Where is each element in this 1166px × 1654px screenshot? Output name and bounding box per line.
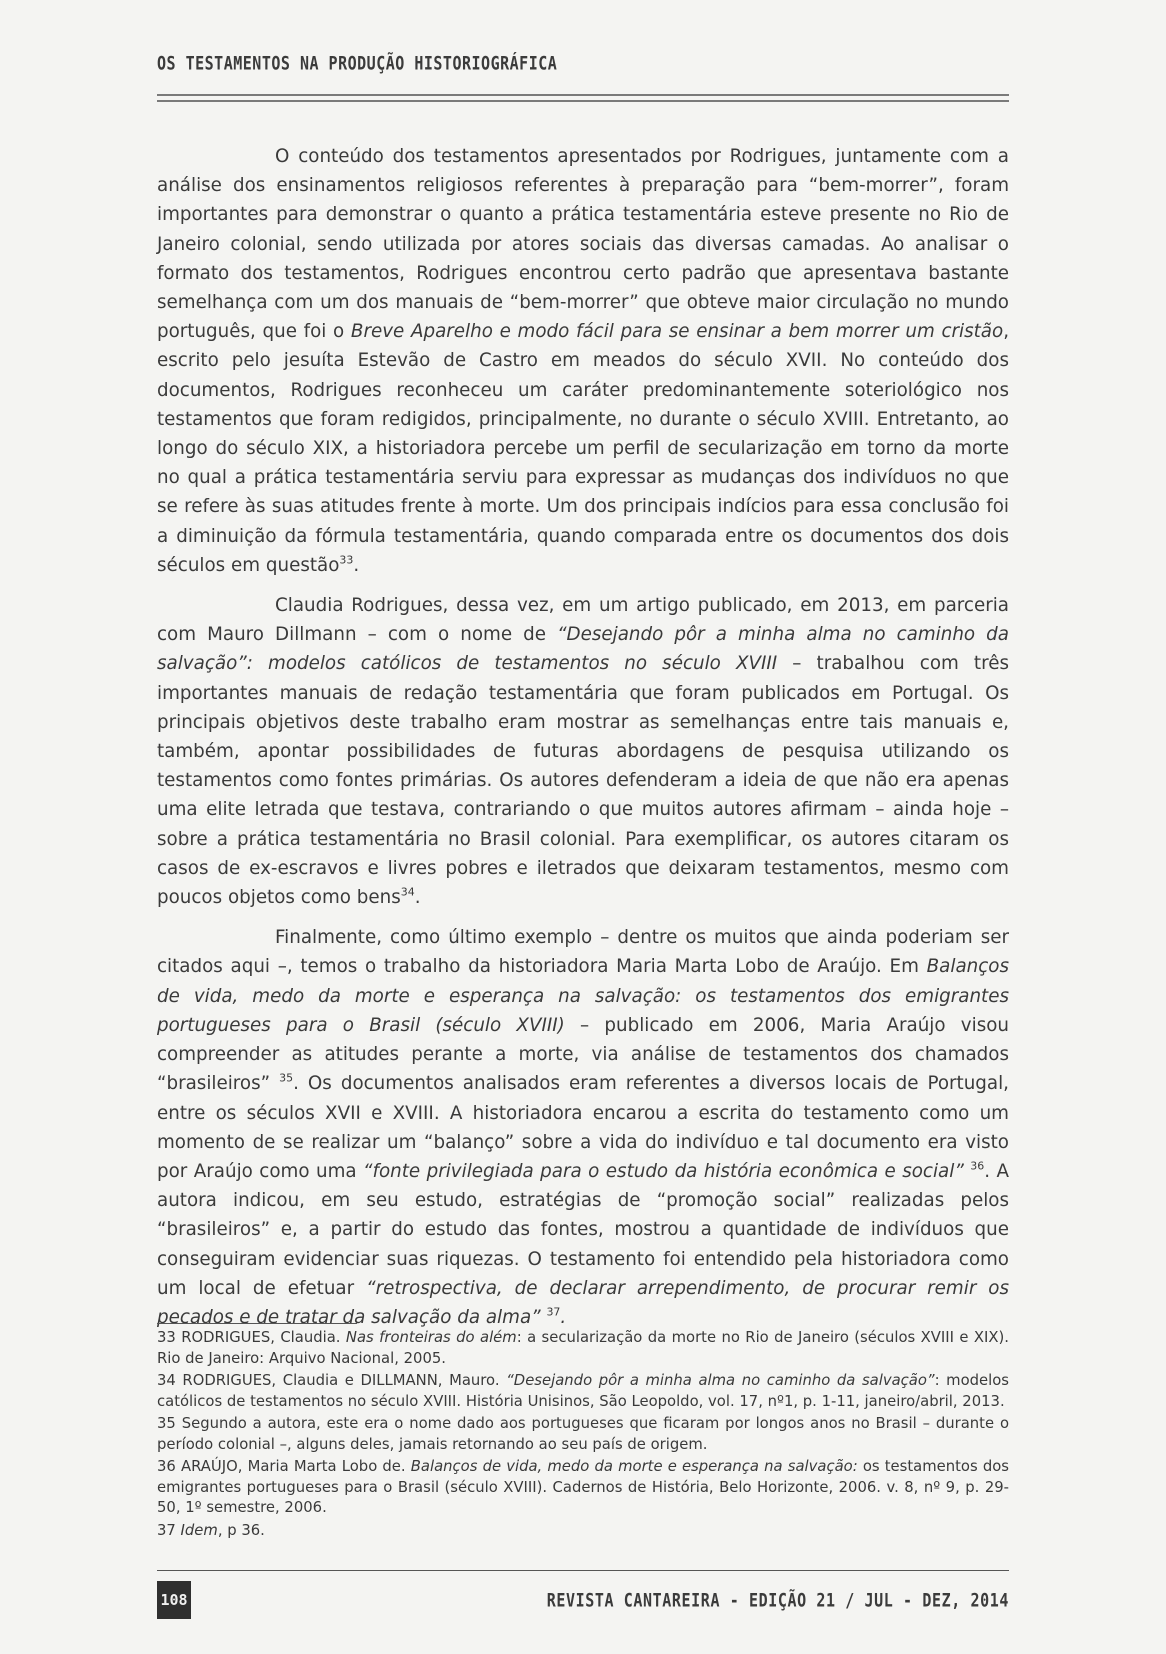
footnote-ref-34[interactable]: 34	[400, 885, 415, 899]
footnote-ref-35[interactable]: 35	[279, 1071, 294, 1085]
p3-text-g: . A autora indicou, em seu estudo, estratégias de “promoção social” realizadas pelos “brasileiros” e, a partir do estudo das fontes, mostrou a quantidade de indivíduos que conseguiram evidenciar suas riquezas. O testamento foi entendido pela historiadora como um local de efetuar	[157, 1160, 1010, 1299]
footnote-36	[157, 1457, 1009, 1519]
footnote-33	[157, 1328, 1009, 1369]
header-double-rule	[157, 94, 1009, 102]
p3-text-j: .	[560, 1306, 567, 1328]
p3-quote-1: “fonte privilegiada para o estudo da história econômica e social”	[363, 1160, 964, 1182]
p2-text-d: .	[414, 887, 421, 909]
footnote-separator	[157, 1323, 357, 1324]
p2-text-c: – trabalhou com três importantes manuais de redação testamentária que foram publicados em Portugal. Os principais objetivos deste trabalho eram mostrar as semelhanças entre tais manuais e, também, apontar possibilidades de futuras abordagens de pesquisa utilizando os testamentos como fontes primárias. Os autores defenderam a ideia de que não era apenas uma elite letrada que testava, contrariando o que muitos autores afirmam – ainda hoje – sobre a prática testamentária no Brasil colonial. Para exemplificar, os autores citaram os casos de ex-escravos e livres pobres e iletrados que deixaram testamentos, mesmo com poucos objetos como bens	[157, 653, 1009, 909]
fn37-idem: Idem	[180, 1521, 218, 1539]
footnote-34	[157, 1371, 1009, 1412]
footer-rule	[157, 1570, 1009, 1571]
p3-text-a: Finalmente, como último exemplo – dentre os muitos que ainda poderiam ser citados aqui –, temos o trabalho da historiadora Maria Marta Lobo de Araújo. Em	[157, 927, 1009, 978]
p1-text-c: , escrito pelo jesuíta Estevão de Castro em meados do século XVII. No conteúdo dos documentos, Rodrigues reconheceu um caráter predominantemente soteriológico nos testamentos que foram redigidos, principalmente, no durante o século XVIII. Entretanto, ao longo do século XIX, a historiadora percebe um perfil de secularização em torno da morte no qual a prática testamentária serviu para expressar as mudanças dos indivíduos no que se refere às suas atitudes frente à morte. Um dos principais indícios para essa conclusão foi a diminuição da fórmula testamentária, quando comparada entre os documentos dos dois séculos em questão	[157, 321, 1009, 576]
footnote-ref-37[interactable]: 37	[546, 1305, 561, 1319]
p3-text-d: . Os documentos analisados eram referentes a diversos locais de Portugal, entre os séculos XVII e XVIII. A historiadora encarou a escrita do testamento como um momento de se realizar um “balanço” sobre a vida do indivíduo e tal documento era visto por Araújo como uma	[157, 1073, 1009, 1182]
fn34-text-a: 34 RODRIGUES, Claudia e DILLMANN, Mauro.	[157, 1372, 507, 1389]
fn36-title: Balanços de vida, medo da morte e esperança na salvação:	[410, 1458, 858, 1475]
fn34-text-c: : modelos católicos de testamentos no século XVIII. História Unisinos, São Leopoldo, vol. 17, nº1, p. 1-11, janeiro/abril, 2013.	[157, 1372, 1009, 1410]
paragraph-1	[157, 142, 1009, 580]
fn33-title: Nas fronteiras do além	[345, 1329, 517, 1346]
footnote-ref-33[interactable]: 33	[339, 553, 354, 567]
footnote-37	[157, 1521, 1009, 1542]
journal-footer: REVISTA CANTAREIRA - EDIÇÃO 21 / JUL - DEZ, 2014	[546, 1589, 1009, 1612]
page-number: 108	[157, 1581, 191, 1619]
p1-book-title: Breve Aparelho e modo fácil para se ensinar a bem morrer um cristão	[350, 321, 1004, 343]
p3-quote-2: “retrospectiva, de declarar arrependimento, de procurar remir os pecados e de tratar da salvação da alma”	[157, 1277, 1009, 1328]
p2-article-title: “Desejando pôr a minha alma no caminho da salvação”: modelos católicos de testamentos no século XVIII	[157, 624, 1009, 675]
fn33-text-c: : a secularização da morte no Rio de Janeiro (séculos XVIII e XIX). Rio de Janeiro: Arquivo Nacional, 2005.	[157, 1329, 1010, 1367]
paragraph-3	[157, 923, 1009, 1332]
fn37-text-a: 37	[157, 1521, 181, 1539]
main-text	[157, 142, 1009, 1343]
footnote-35	[157, 1414, 1009, 1455]
footnotes	[157, 1328, 1009, 1543]
p3-book-title: Balanços de vida, medo da morte e esperança na salvação: os testamentos dos emigrantes portugueses para o Brasil (século XVIII)	[157, 956, 1009, 1036]
fn36-text-a: 36 ARAÚJO, Maria Marta Lobo de.	[157, 1458, 411, 1475]
p3-text-c: – publicado em 2006, Maria Araújo visou compreender as atitudes perante a morte, via análise de testamentos dos chamados “brasileiros”	[157, 1014, 1009, 1095]
p1-text-a: O conteúdo dos testamentos apresentados por Rodrigues, juntamente com a análise dos ensinamentos religiosos referentes à preparação para “bem-morrer”, foram importantes para demonstrar o quanto a prática testamentária esteve presente no Rio de Janeiro colonial, sendo utilizada por atores sociais das diversas camadas. Ao analisar o formato dos testamentos, Rodrigues encontrou certo padrão que apresentava bastante semelhança com um dos manuais de “bem-morrer” que obteve maior circulação no mundo português, que foi o	[157, 146, 1009, 343]
p2-text-a: Claudia Rodrigues, dessa vez, em um artigo publicado, em 2013, em parceria com Mauro Dillmann – com o nome de	[157, 595, 1009, 646]
paragraph-2	[157, 591, 1009, 912]
fn34-title: “Desejando pôr a minha alma no caminho da salvação”	[506, 1372, 935, 1389]
fn37-text-c: , p 36.	[217, 1521, 265, 1539]
p1-text-d: .	[353, 554, 360, 576]
fn36-text-c: os testamentos dos emigrantes portugueses para o Brasil (século XVIII). Cadernos de História, Belo Horizonte, 2006. v. 8, nº 9, p. 29-50, 1º semestre, 2006.	[157, 1458, 1009, 1516]
fn35-text-a: 35 Segundo a autora, este era o nome dado aos portugueses que ficaram por longos anos no Brasil – durante o período colonial –, alguns deles, jamais retornando ao seu país de origem.	[157, 1415, 1009, 1453]
footnote-ref-36[interactable]: 36	[970, 1159, 985, 1173]
fn33-text-a: 33 RODRIGUES, Claudia.	[157, 1329, 346, 1346]
running-title: OS TESTAMENTOS NA PRODUÇÃO HISTORIOGRÁFICA	[157, 52, 558, 75]
